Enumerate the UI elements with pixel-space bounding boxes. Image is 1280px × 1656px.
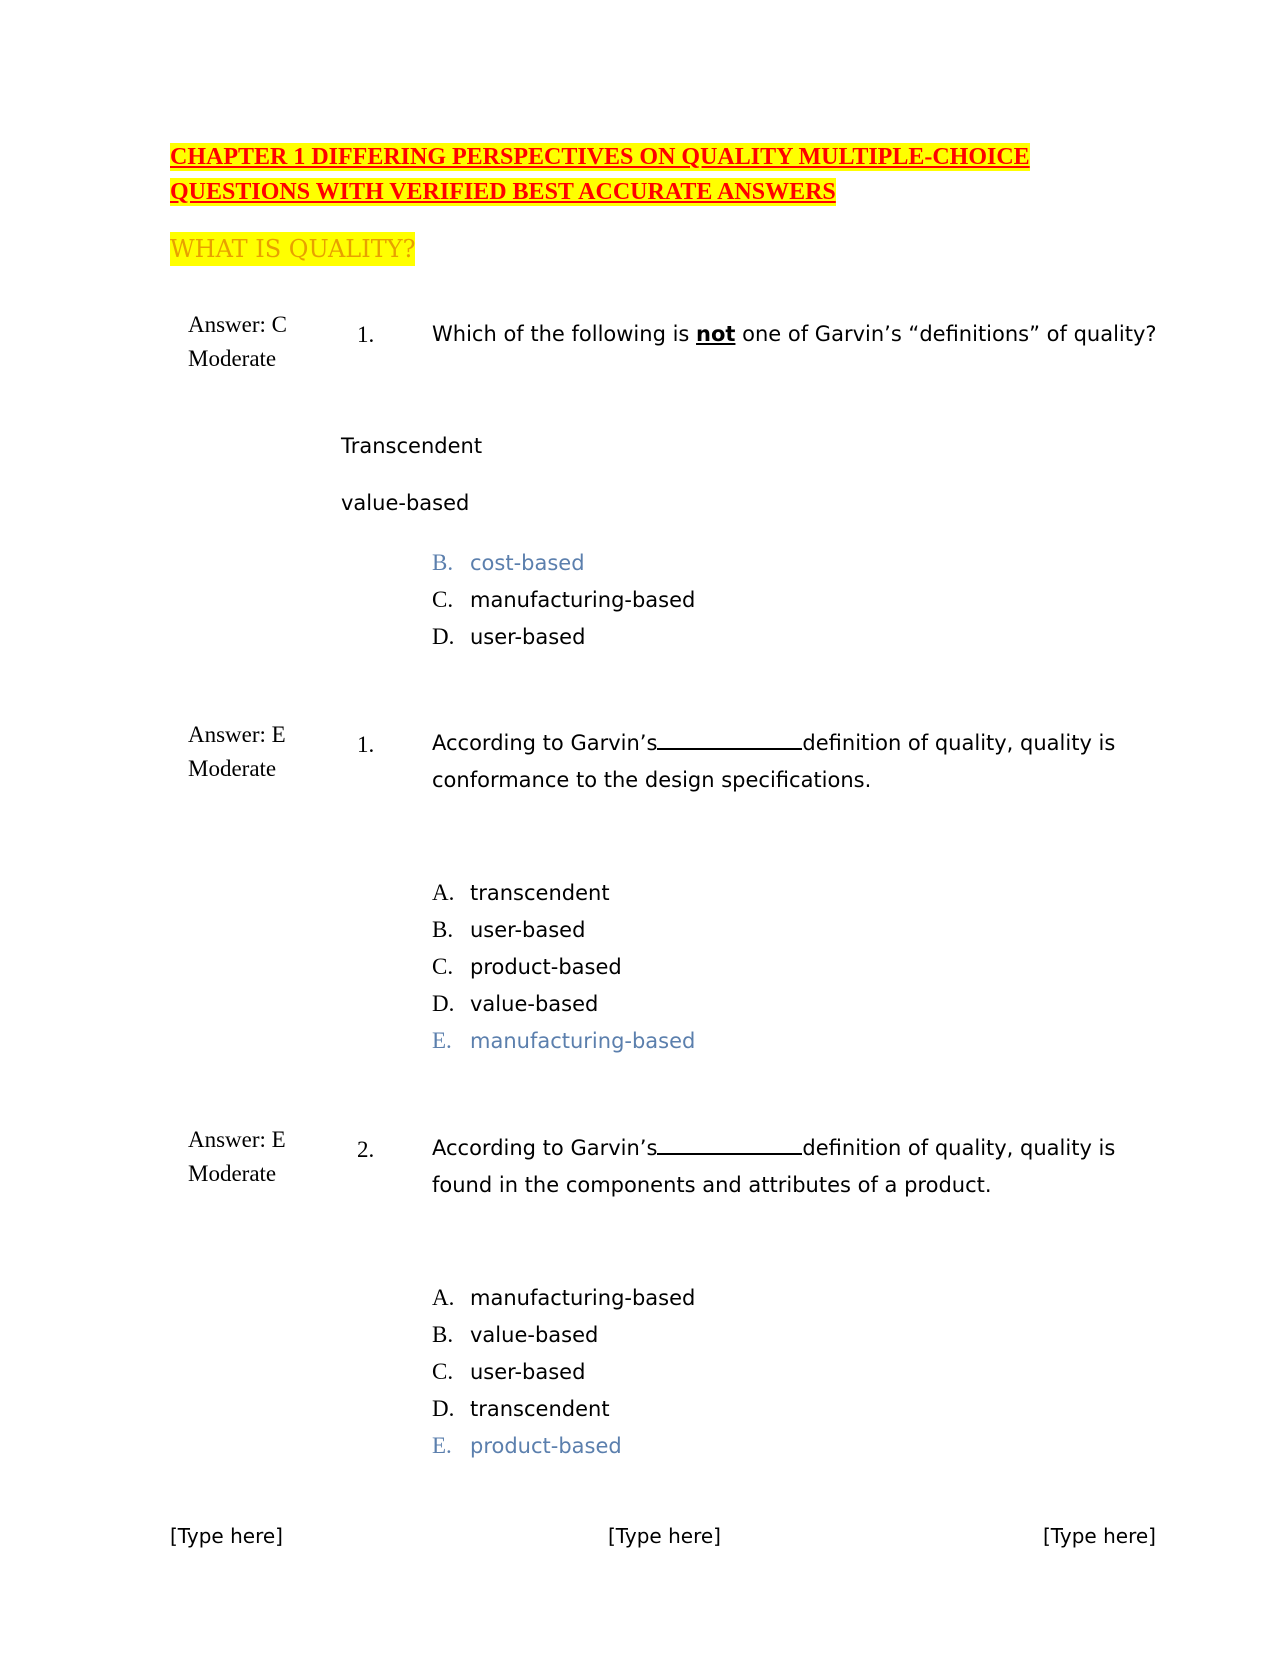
q1-loose-option-1: Transcendent xyxy=(341,434,483,458)
q2-options xyxy=(432,874,695,1059)
q3-question-text: According to Garvin’s definition of quality, quality is found in the components and attributes of a product. xyxy=(432,1130,1172,1204)
q2-option-d: D. value-based xyxy=(432,991,599,1016)
document-title-line-1: CHAPTER 1 DIFFERING PERSPECTIVES ON QUALITY MULTIPLE-CHOICE xyxy=(170,144,1030,170)
q3-option-e: E. product-based xyxy=(432,1433,622,1458)
document-title-line-2: QUESTIONS WITH VERIFIED BEST ACCURATE ANSWERS xyxy=(170,179,836,205)
q1-option-c: C. manufacturing-based xyxy=(432,587,696,612)
q3-difficulty: Moderate xyxy=(188,1161,277,1186)
q2-difficulty: Moderate xyxy=(188,756,277,781)
footer-left[interactable]: [Type here] xyxy=(170,1524,283,1548)
q1-option-d: D. user-based xyxy=(432,624,586,649)
q3-option-d: D. transcendent xyxy=(432,1396,610,1421)
q2-option-b: B. user-based xyxy=(432,917,586,942)
q2-blank xyxy=(657,728,802,750)
q2-option-e: E. manufacturing-based xyxy=(432,1028,696,1053)
footer-right[interactable]: [Type here] xyxy=(1043,1524,1156,1548)
q3-option-a: A. manufacturing-based xyxy=(432,1285,696,1310)
q1-question-text: Which of the following is not one of Garvin’s “definitions” of quality? xyxy=(432,322,1157,346)
q2-number: 1. xyxy=(357,732,375,757)
q2-option-a: A. transcendent xyxy=(432,880,610,905)
q1-emphasis: not xyxy=(696,322,736,346)
q2-option-c: C. product-based xyxy=(432,954,622,979)
footer-center[interactable]: [Type here] xyxy=(608,1524,721,1548)
q1-number: 1. xyxy=(357,322,375,347)
q3-option-b: B. value-based xyxy=(432,1322,599,1347)
q1-difficulty: Moderate xyxy=(188,346,277,371)
section-heading: WHAT IS QUALITY? xyxy=(170,232,415,266)
q2-answer: Answer: E xyxy=(188,722,286,747)
q3-options xyxy=(432,1279,695,1464)
q2-question-text: According to Garvin’s definition of quality, quality is conformance to the design specifications. xyxy=(432,725,1172,799)
q3-number: 2. xyxy=(357,1137,375,1162)
q1-loose-option-2: value-based xyxy=(341,491,470,515)
q1-options xyxy=(432,544,695,655)
q1-answer: Answer: C xyxy=(188,312,288,337)
q3-option-c: C. user-based xyxy=(432,1359,586,1384)
q3-blank xyxy=(657,1133,802,1155)
q1-option-b: B. cost-based xyxy=(432,550,585,575)
q3-answer: Answer: E xyxy=(188,1127,286,1152)
